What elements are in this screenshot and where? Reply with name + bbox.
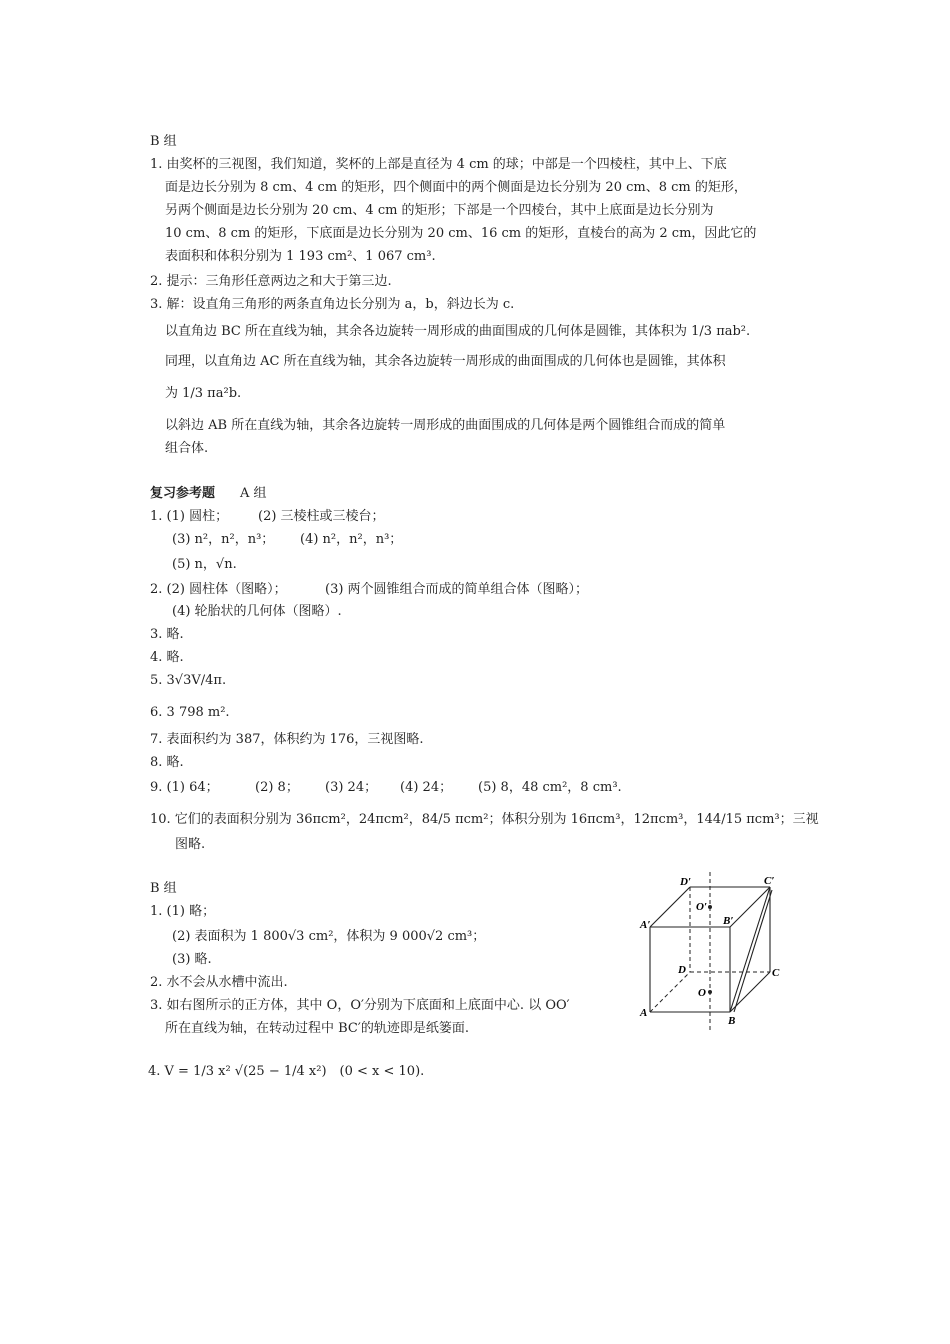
review-item-9-2: (2) 8； <box>255 780 299 795</box>
label-d1: D′ <box>680 876 692 888</box>
b1-item-1-line5: 表面积和体积分别为 1 193 cm²、1 067 cm³. <box>165 249 436 264</box>
b1-item-3-line5: 以斜边 AB 所在直线为轴，其余各边旋转一周形成的曲面围成的几何体是两个圆锥组合而成的简单 <box>165 418 726 433</box>
b1-item-1-line3: 另两个侧面是边长分别为 20 cm、4 cm 的矩形；下部是一个四棱台，其中上底面是边长分别为 <box>165 203 714 218</box>
review-item-9-4: (4) 24； <box>400 780 453 795</box>
review-item-1-5: (5) n，√n. <box>172 557 237 572</box>
cube-figure <box>630 872 790 1037</box>
label-b: B <box>728 1015 736 1027</box>
label-b1: B′ <box>723 915 734 927</box>
b1-item-1-line2: 面是边长分别为 8 cm、4 cm 的矩形，四个侧面中的两个侧面是边长分别为 20 cm、8 cm 的矩形， <box>165 180 747 195</box>
b2-item-1-1: 1. (1) 略； <box>150 904 216 919</box>
review-item-10-line2: 图略. <box>175 837 206 852</box>
edge-b-c1 <box>730 887 770 1012</box>
label-c1: C′ <box>764 875 775 887</box>
review-item-3: 3. 略. <box>150 627 184 642</box>
review-heading: 复习参考题 <box>150 486 216 501</box>
label-o1: O′ <box>696 901 708 913</box>
review-item-6: 6. 3 798 m². <box>150 705 230 720</box>
review-item-1-1: 1. (1) 圆柱； <box>150 509 229 524</box>
review-item-8: 8. 略. <box>150 755 184 770</box>
review-item-9-5: (5) 8，48 cm²，8 cm³. <box>478 780 622 795</box>
b2-item-3-line2: 所在直线为轴，在转动过程中 BC′的轨迹即是纸篓面. <box>165 1021 469 1036</box>
label-a: A <box>640 1007 648 1019</box>
review-group-a: A 组 <box>240 486 267 501</box>
b1-item-3-line2: 以直角边 BC 所在直线为轴，其余各边旋转一周形成的曲面围成的几何体是圆锥，其体积为 1/3 πab². <box>165 324 751 339</box>
edge-a1-d1 <box>650 887 690 927</box>
b1-item-1-line4: 10 cm、8 cm 的矩形，下底面是边长分别为 20 cm、16 cm 的矩形，直棱台的高为 2 cm，因此它的 <box>165 226 757 241</box>
b1-item-3-line6: 组合体. <box>165 441 209 456</box>
label-o: O <box>698 987 706 999</box>
review-item-5: 5. 3√3V/4π. <box>150 673 227 688</box>
review-item-10-line1: 10. 它们的表面积分别为 36πcm²，24πcm²，84/5 πcm²；体积分别为 16πcm³，12πcm³，144/15 πcm³；三视 <box>150 812 819 827</box>
b1-item-3-line4: 为 1/3 πa²b. <box>165 386 242 401</box>
review-item-2-4: (4) 轮胎状的几何体（图略）. <box>172 604 342 619</box>
hidden-edge-a-d <box>650 972 690 1012</box>
b2-item-1-3: (3) 略. <box>172 952 212 967</box>
b2-item-2: 2. 水不会从水槽中流出. <box>150 975 288 990</box>
b1-item-3-line3: 同理，以直角边 AC 所在直线为轴，其余各边旋转一周形成的曲面围成的几何体也是圆锥，其体积 <box>165 354 726 369</box>
b1-item-3: 3. 解：设直角三角形的两条直角边长分别为 a，b，斜边长为 c. <box>150 297 515 312</box>
review-item-9-3: (3) 24； <box>325 780 378 795</box>
b2-item-3-line1: 3. 如右图所示的正方体，其中 O，O′分别为下底面和上底面中心. 以 OO′ <box>150 998 570 1013</box>
review-item-9-1: 9. (1) 64； <box>150 780 219 795</box>
section-heading-b2: B 组 <box>150 881 177 896</box>
b2-item-1-2: (2) 表面积为 1 800√3 cm²，体积为 9 000√2 cm³； <box>172 929 486 944</box>
b2-item-4: 4. V = 1/3 x² √(25 − 1/4 x²) (0 < x < 10). <box>148 1064 425 1079</box>
review-item-2-2: 2. (2) 圆柱体（图略）； <box>150 582 287 597</box>
b1-item-1-line1: 1. 由奖杯的三视图，我们知道，奖杯的上部是直径为 4 cm 的球；中部是一个四棱柱，其中上、下底 <box>150 157 727 172</box>
label-a1: A′ <box>640 919 651 931</box>
edge-b-c1-inner <box>734 890 772 1012</box>
review-item-1-3: (3) n²，n²，n³； <box>172 532 275 547</box>
review-item-7: 7. 表面积约为 387，体积约为 176，三视图略. <box>150 732 424 747</box>
review-item-1-4: (4) n²，n²，n³； <box>300 532 403 547</box>
label-c: C <box>772 967 780 979</box>
review-item-2-3: (3) 两个圆锥组合而成的简单组合体（图略）； <box>325 582 589 597</box>
review-item-1-2: (2) 三棱柱或三棱台； <box>258 509 385 524</box>
b1-item-2: 2. 提示：三角形任意两边之和大于第三边. <box>150 274 392 289</box>
review-item-4: 4. 略. <box>150 650 184 665</box>
point-o <box>708 990 712 994</box>
point-o1 <box>708 905 712 909</box>
label-d: D <box>678 964 686 976</box>
section-heading-b1: B 组 <box>150 134 177 149</box>
